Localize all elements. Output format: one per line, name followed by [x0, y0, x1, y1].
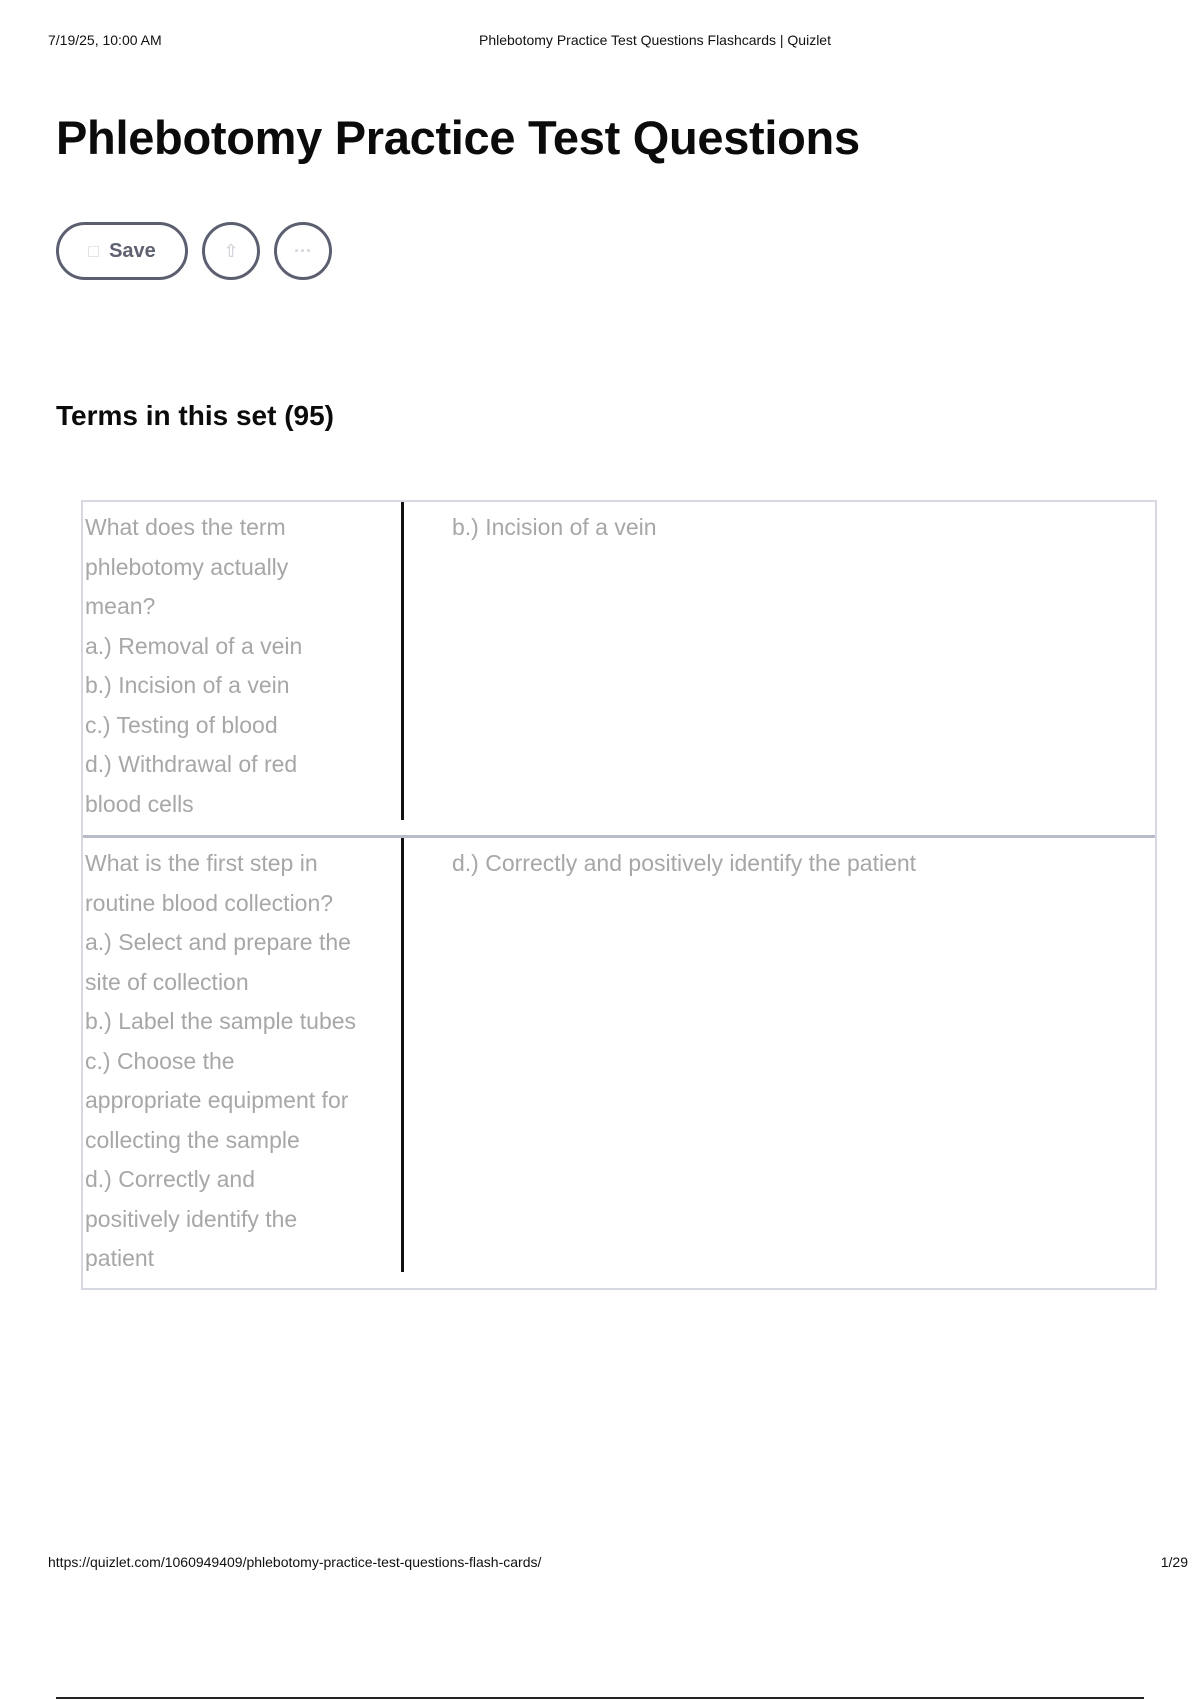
page-title: Phlebotomy Practice Test Questions [56, 111, 860, 164]
save-button[interactable] [56, 222, 188, 280]
save-button-label: Save [109, 239, 156, 262]
terms-heading: Terms in this set (95) [56, 400, 335, 431]
print-url: https://quizlet.com/1060949409/phlebotomy-practice-test-questions-flash-cards/ [48, 1554, 542, 1570]
print-document-title: Phlebotomy Practice Test Questions Flashcards | Quizlet [479, 32, 831, 48]
share-icon: ⇧ [223, 240, 239, 261]
print-page-number: 1/29 [1160, 1554, 1188, 1570]
bookmark-icon: □ [88, 240, 100, 261]
print-datetime: 7/19/25, 10:00 AM [48, 32, 162, 48]
table-row [83, 502, 1155, 835]
term-text: What does the term phlebotomy actually mean? a.) Removal of a vein b.) Incision of a vein c.) Testing of blood d.) Withdrawal of red blood cells [83, 502, 404, 820]
definition-text: d.) Correctly and positively identify the patient [452, 850, 917, 876]
divider [56, 1697, 1144, 1699]
set-actions [56, 222, 332, 280]
table-row [83, 835, 1155, 1288]
term-text: What is the first step in routine blood collection? a.) Select and prepare the site of collection b.) Label the sample tubes c.) Choose the appropriate equipment for collecting the sample d.) Correctly and positively identify the patient [83, 838, 404, 1272]
terms-table [81, 500, 1157, 1290]
more-icon: ··· [294, 240, 312, 261]
definition-text: b.) Incision of a vein [452, 514, 657, 540]
more-options-button[interactable] [274, 222, 332, 280]
share-button[interactable] [202, 222, 260, 280]
